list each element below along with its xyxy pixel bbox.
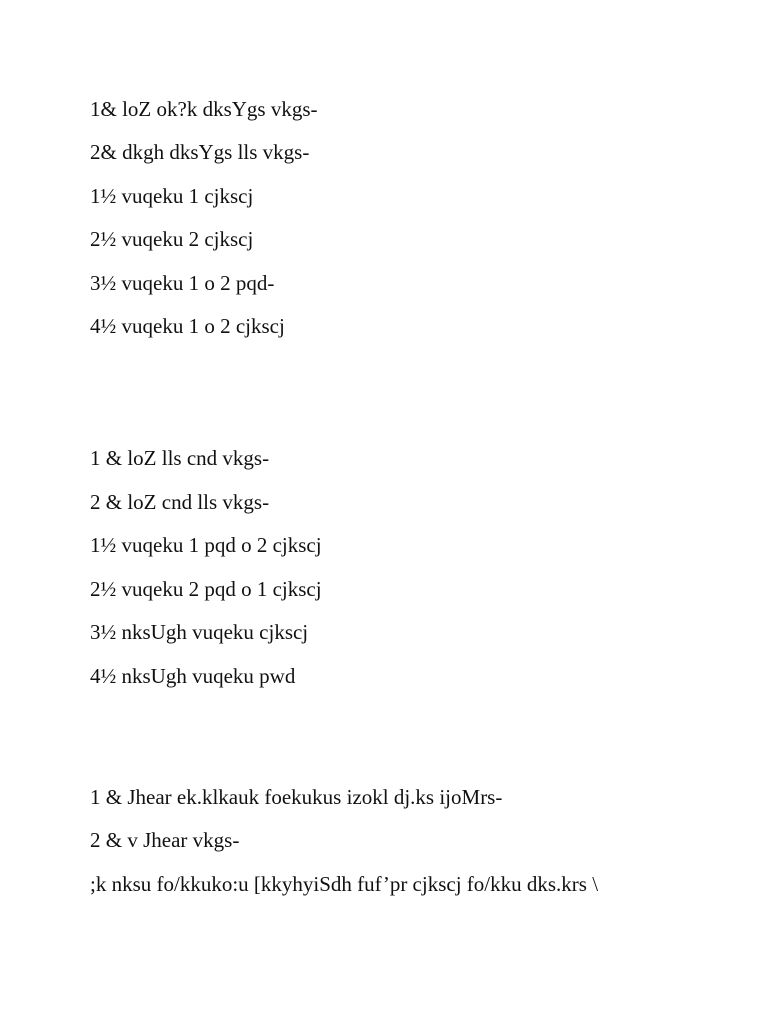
s2-line-3: 1½ vuqeku 1 pqd o 2 cjkscj bbox=[90, 533, 322, 557]
s2-line-1: 1 & loZ lls cnd vkgs- bbox=[90, 446, 270, 470]
s1-line-2: 2& dkgh dksYgs lls vkgs- bbox=[90, 140, 310, 164]
s2-line-5: 3½ nksUgh vuqeku cjkscj bbox=[90, 620, 309, 644]
s1-line-5: 3½ vuqeku 1 o 2 pqd- bbox=[90, 271, 275, 295]
s2-line-4: 2½ vuqeku 2 pqd o 1 cjkscj bbox=[90, 577, 322, 601]
s1-line-1: 1& loZ ok?k dksYgs vkgs- bbox=[90, 97, 318, 121]
s1-line-4: 2½ vuqeku 2 cjkscj bbox=[90, 227, 254, 251]
s3-line-1: 1 & Jhear ek.klkauk foekukus izokl dj.ks ijoMrs- bbox=[90, 785, 503, 809]
s2-line-6: 4½ nksUgh vuqeku pwd bbox=[90, 664, 296, 688]
s1-line-3: 1½ vuqeku 1 cjkscj bbox=[90, 184, 254, 208]
s3-line-2: 2 & v Jhear vkgs- bbox=[90, 828, 240, 852]
s1-line-6: 4½ vuqeku 1 o 2 cjkscj bbox=[90, 314, 285, 338]
s2-line-2: 2 & loZ cnd lls vkgs- bbox=[90, 490, 270, 514]
s3-line-3: ;k nksu fo/kkuko:u [kkyhyiSdh fuf’pr cjkscj fo/kku dks.krs \ bbox=[90, 872, 599, 896]
